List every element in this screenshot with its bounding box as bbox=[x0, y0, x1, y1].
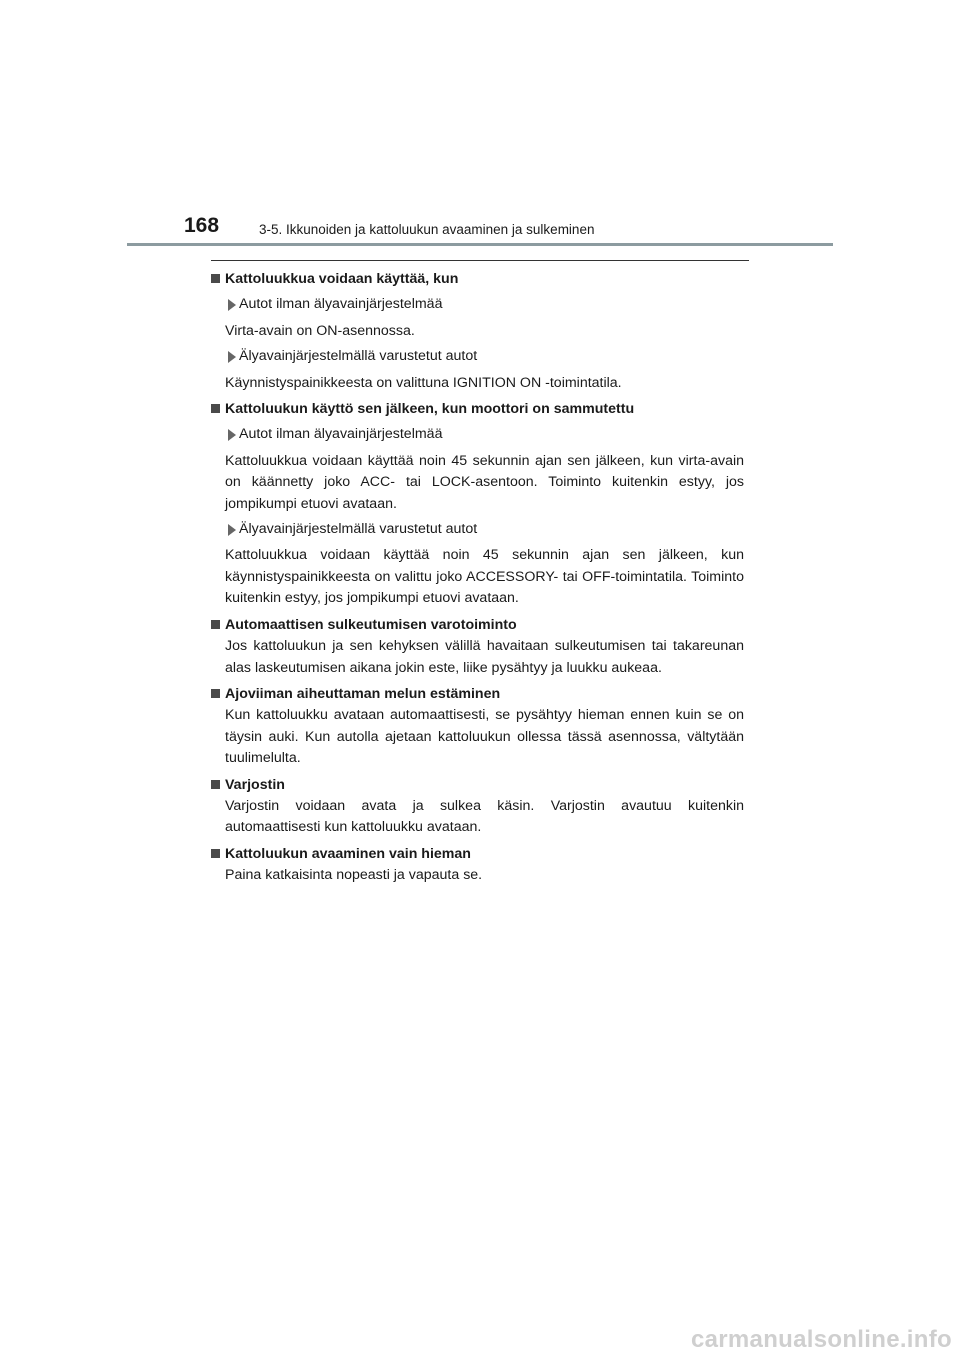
sub-item-smart-key bbox=[211, 519, 744, 540]
paragraph: Virta-avain on ON-asennossa. bbox=[225, 322, 415, 339]
section-heading-wind-noise bbox=[211, 684, 744, 705]
page-header bbox=[0, 0, 960, 250]
square-bullet-icon bbox=[211, 404, 220, 413]
header-divider bbox=[127, 243, 833, 246]
paragraph: Kun kattoluukku avataan automaattisesti, se pysähtyy hieman ennen kuin se on täysin auki. Kun autolla ajetaan kattoluukun ollessa tässä asennossa, vältytään tuulimelulta. bbox=[225, 707, 744, 767]
paragraph: Paina katkaisinta nopeasti ja vapauta se. bbox=[225, 867, 483, 884]
chapter-title: 3-5. Ikkunoiden ja kattoluukun avaaminen ja sulkeminen bbox=[259, 222, 595, 237]
square-bullet-icon bbox=[211, 689, 220, 698]
section-heading-text: Kattoluukun avaaminen vain hieman bbox=[225, 845, 471, 862]
sub-item-no-smart-key bbox=[211, 294, 744, 315]
section-heading-text: Kattoluukkua voidaan käyttää, kun bbox=[225, 271, 459, 287]
page-number: 168 bbox=[184, 214, 220, 237]
sub-item-smart-key bbox=[211, 346, 744, 367]
section-heading-sunshade bbox=[211, 775, 744, 796]
square-bullet-icon bbox=[211, 849, 220, 858]
triangle-bullet-icon bbox=[228, 429, 236, 441]
paragraph: Käynnistyspainikkeesta on valittuna IGNITION ON -toimintatila. bbox=[225, 374, 622, 391]
sub-item-text: Autot ilman älyavainjärjestelmää bbox=[239, 296, 443, 313]
paragraph: Jos kattoluukun ja sen kehyksen välillä havaitaan sulkeutumisen tai takareunan alas laskeutumisen aikana jokin este, liike pysähtyy ja luukku aukeaa. bbox=[225, 638, 744, 676]
section-heading-text: Varjostin bbox=[225, 776, 285, 793]
sub-item-text: Autot ilman älyavainjärjestelmää bbox=[239, 426, 443, 443]
triangle-bullet-icon bbox=[228, 299, 236, 311]
paragraph: Varjostin voidaan avata ja sulkea käsin. Varjostin avautuu kuitenkin automaattisesti kun kattoluukku avataan. bbox=[225, 797, 744, 836]
section-heading-partial-open bbox=[211, 844, 744, 865]
triangle-bullet-icon bbox=[228, 351, 236, 363]
paragraph: Kattoluukkua voidaan käyttää noin 45 sekunnin ajan sen jälkeen, kun virta-avain on käännetty joko ACC- tai LOCK-asentoon. Toiminto kuitenkin estyy, jos jompikumpi etuovi avataan. bbox=[225, 452, 744, 512]
document-body bbox=[211, 269, 744, 887]
sub-item-text: Älyavainjärjestelmällä varustetut autot bbox=[239, 521, 478, 538]
section-heading-text: Ajoviiman aiheuttaman melun estäminen bbox=[225, 685, 501, 702]
section-heading-after-engine-off bbox=[211, 399, 744, 420]
watermark-logo: carmanualsonline.info bbox=[690, 1326, 952, 1353]
square-bullet-icon bbox=[211, 780, 220, 789]
section-heading-text: Automaattisen sulkeutumisen varotoiminto bbox=[225, 616, 517, 633]
sub-item-no-smart-key bbox=[211, 424, 744, 445]
section-heading-text: Kattoluukun käyttö sen jälkeen, kun moottori on sammutettu bbox=[225, 401, 635, 418]
square-bullet-icon bbox=[211, 274, 220, 283]
section-heading-usage-conditions bbox=[211, 269, 744, 290]
triangle-bullet-icon bbox=[228, 524, 236, 536]
section-heading-jam-protection bbox=[211, 615, 744, 636]
paragraph: Kattoluukkua voidaan käyttää noin 45 sekunnin ajan sen jälkeen, kun käynnistyspainikkeesta on valittu joko ACCESSORY- tai OFF-toimintatila. Toiminto kuitenkin estyy, jos jompikumpi etuovi avataan. bbox=[225, 547, 744, 607]
content-divider bbox=[211, 260, 749, 261]
square-bullet-icon bbox=[211, 620, 220, 629]
sub-item-text: Älyavainjärjestelmällä varustetut autot bbox=[239, 348, 478, 365]
